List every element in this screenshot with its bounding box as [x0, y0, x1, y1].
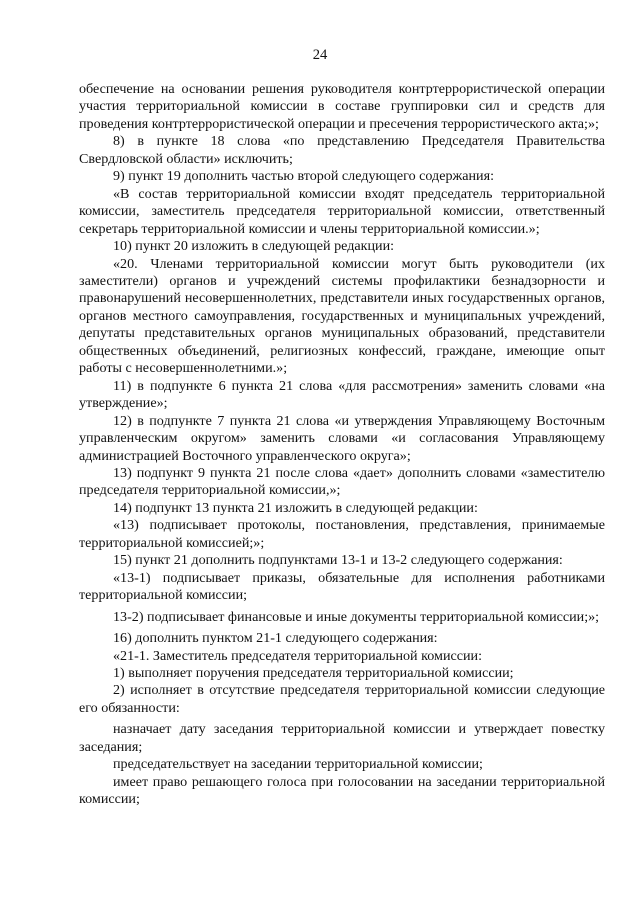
paragraph-20: председательствует на заседании территориальной комиссии;	[113, 756, 483, 773]
document-body	[79, 81, 605, 809]
paragraph-2: 8) в пункте 18 слова «по представлению Председателя Правительства Свердловской области» исключить;	[79, 133, 605, 167]
paragraph-10: 14) подпункт 13 пункта 21 изложить в следующей редакции:	[113, 499, 478, 516]
paragraph-4: «В состав территориальной комиссии входят председатель территориальной комиссии, заместитель председателя территориальной комиссии, ответственный секретарь территориальной комиссии и члены территориальной комиссии.»;	[79, 185, 605, 237]
paragraph-13: «13-1) подписывает приказы, обязательные для исполнения работниками территориальной комиссии;	[79, 569, 605, 604]
paragraph-18: 2) исполняет в отсутствие председателя территориальной комиссии следующие его обязанности:	[79, 682, 605, 716]
paragraph-17: 1) выполняет поручения председателя территориальной комиссии;	[113, 664, 514, 681]
paragraph-16: «21-1. Заместитель председателя территориальной комиссии:	[113, 647, 483, 664]
paragraph-3: 9) пункт 19 дополнить частью второй следующего содержания:	[113, 168, 494, 185]
paragraph-6: «20. Членами территориальной комиссии могут быть руководители (их заместители) органов и учреждений системы профилактики безнадзорности и правонарушений несовершеннолетних, представители иных государственных органов, органов местного самоуправления, государственных и муниципальных учреждений, депутаты представительных органов муниципальных образований, представители общественных объединений, религиозных конфессий, граждане, имеющие опыт работы с несовершеннолетними.»;	[79, 255, 605, 377]
paragraph-14: 13-2) подписывает финансовые и иные документы территориальной комиссии;»;	[113, 608, 600, 625]
paragraph-19: назначает дату заседания территориальной комиссии и утверждает повестку заседания;	[79, 721, 605, 755]
paragraph-7: 11) в подпункте 6 пункта 21 слова «для рассмотрения» заменить словами «на утверждение»;	[79, 377, 605, 412]
paragraph-1: обеспечение на основании решения руководителя контртеррористической операции участия территориальной комиссии в составе группировки сил и средств для проведения контртеррористической операции и пресечения террористического акта;»;	[79, 81, 605, 132]
paragraph-9: 13) подпункт 9 пункта 21 после слова «дает» дополнить словами «заместителю председателя территориальной комиссии,»;	[79, 464, 605, 499]
paragraph-11: «13) подписывает протоколы, постановления, представления, принимаемые территориальной комиссией;»;	[79, 517, 605, 551]
paragraph-15: 16) дополнить пунктом 21-1 следующего содержания:	[113, 630, 438, 647]
page-number: 24	[312, 47, 328, 63]
paragraph-8: 12) в подпункте 7 пункта 21 слова «и утверждения Управляющему Восточным управленческим округом» заменить словами «и согласования Управляющему администрацией Восточного управленческого округа»;	[79, 412, 605, 464]
paragraph-12: 15) пункт 21 дополнить подпунктами 13-1 и 13-2 следующего содержания:	[113, 552, 563, 569]
paragraph-21: имеет право решающего голоса при голосовании на заседании территориальной комиссии;	[79, 773, 605, 808]
paragraph-5: 10) пункт 20 изложить в следующей редакции:	[113, 238, 395, 255]
